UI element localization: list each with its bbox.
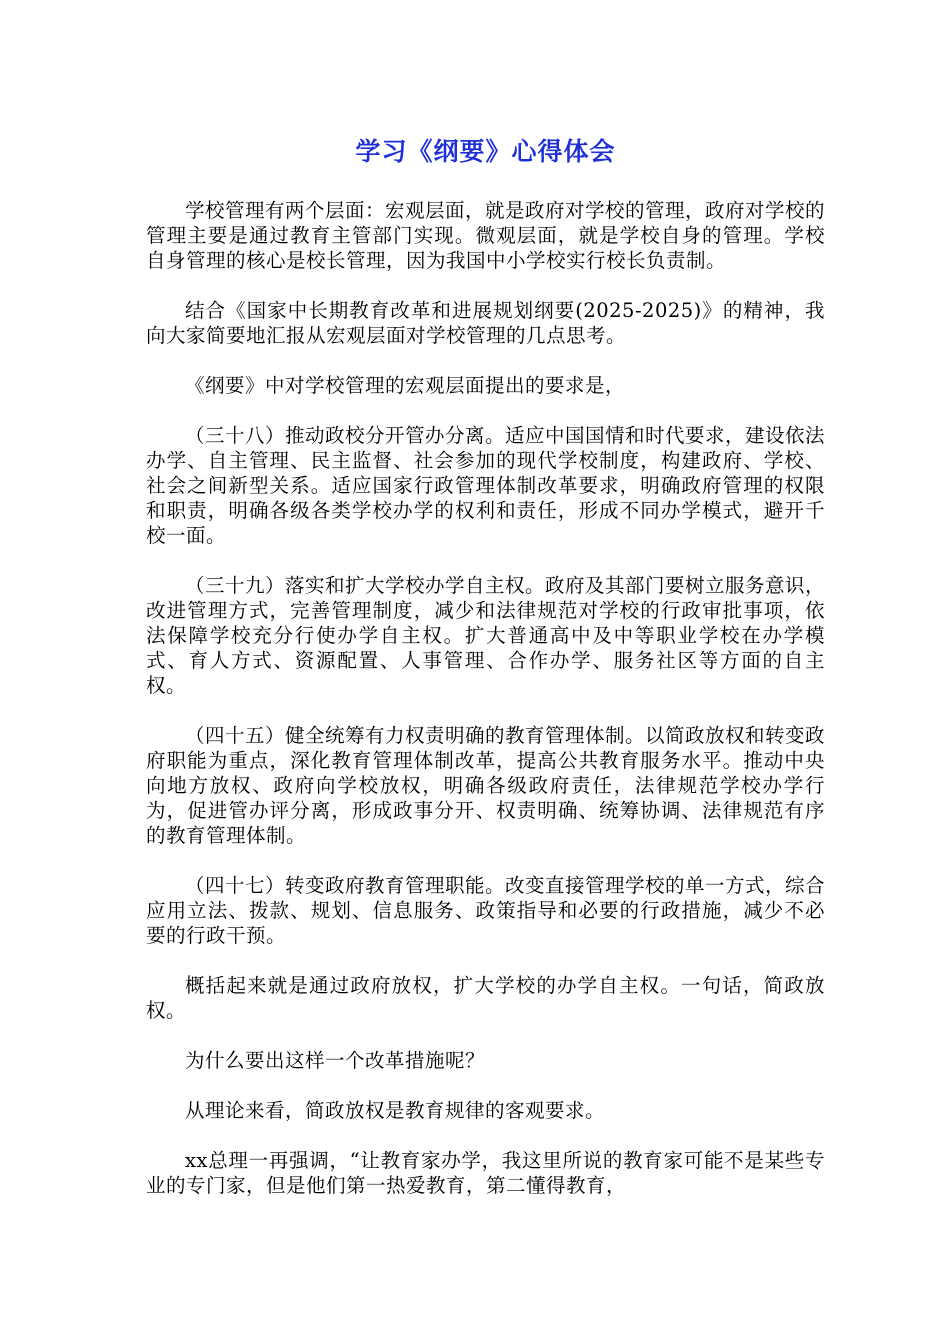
paragraph-9: 为什么要出这样一个改革措施呢？ xyxy=(185,1049,486,1072)
paragraph-2: 结合《国家中长期教育改革和进展规划纲要(2025-2025)》的精神，我向大家简要地汇报从宏观层面对学校管理的几点思考。 xyxy=(146,299,825,347)
paragraph-10: 从理论来看，简政放权是教育规律的客观要求。 xyxy=(185,1099,606,1122)
paragraph-11: xx总理一再强调，“让教育家办学，我这里所说的教育家可能不是某些专业的专门家，但是他们第一热爱教育，第二懂得教育， xyxy=(146,1149,825,1197)
document-title: 学习《纲要》心得体会 xyxy=(355,137,616,166)
paragraph-1: 学校管理有两个层面：宏观层面，就是政府对学校的管理，政府对学校的管理主要是通过教育主管部门实现。微观层面，就是学校自身的管理。学校自身管理的核心是校长管理，因为我国中小学校实行校长负责制。 xyxy=(146,199,826,272)
paragraph-3: 《纲要》中对学校管理的宏观层面提出的要求是， xyxy=(185,374,626,397)
paragraph-7: （四十七）转变政府教育管理职能。改变直接管理学校的单一方式，综合应用立法、拨款、规划、信息服务、政策指导和必要的行政措施，减少不必要的行政干预。 xyxy=(146,874,826,947)
paragraph-6: （四十五）健全统筹有力权责明确的教育管理体制。以简政放权和转变政府职能为重点，深化教育管理体制改革，提高公共教育服务水平。推动中央向地方放权、政府向学校放权，明确各级政府责任，法律规范学校办学行为，促进管办评分离，形成政事分开、权责明确、统筹协调、法律规范有序的教育管理体制。 xyxy=(146,724,826,847)
paragraph-5: （三十九）落实和扩大学校办学自主权。政府及其部门要树立服务意识，改进管理方式，完善管理制度，减少和法律规范对学校的行政审批事项，依法保障学校充分行使办学自主权。扩大普通高中及中等职业学校在办学模式、育人方式、资源配置、人事管理、合作办学、服务社区等方面的自主权。 xyxy=(146,574,826,697)
paragraph-4: （三十八）推动政校分开管办分离。适应中国国情和时代要求，建设依法办学、自主管理、民主监督、社会参加的现代学校制度，构建政府、学校、社会之间新型关系。适应国家行政管理体制改革要求，明确政府管理的权限和职责，明确各级各类学校办学的权利和责任，形成不同办学模式，避开千校一面。 xyxy=(146,424,826,547)
paragraph-8: 概括起来就是通过政府放权，扩大学校的办学自主权。一句话，简政放权。 xyxy=(146,974,825,1022)
